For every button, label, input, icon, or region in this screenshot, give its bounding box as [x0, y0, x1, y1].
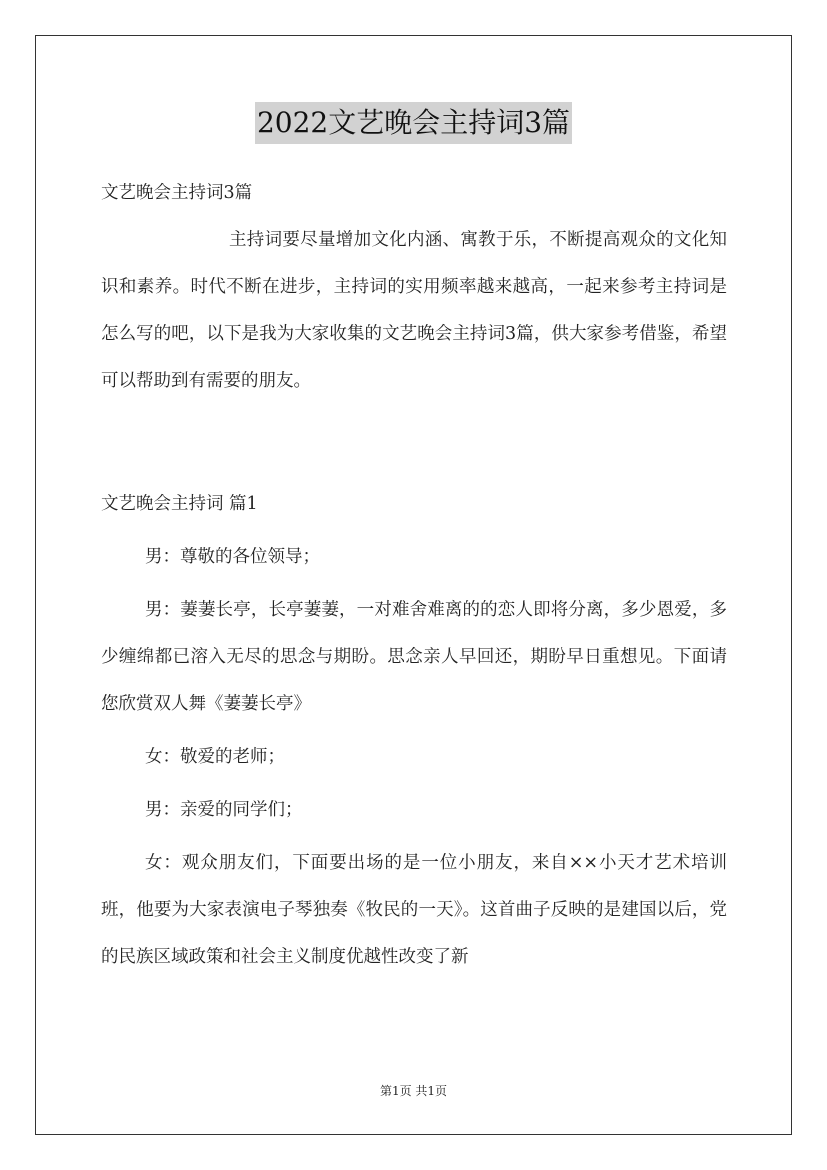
title-container — [0, 102, 827, 144]
paragraph: 女：观众朋友们，下面要出场的是一位小朋友，来自××小天才艺术培训班，他要为大家表演电子琴独奏《牧民的一天》。这首曲子反映的是建国以后，党的民族区域政策和社会主义制度优越性改变了新 — [101, 853, 727, 967]
paragraph: 女：敬爱的老师； — [145, 747, 285, 767]
document-title: 2022文艺晚会主持词3篇 — [255, 102, 572, 144]
paragraph: 男：尊敬的各位领导； — [145, 547, 320, 567]
paragraph: 男：亲爱的同学们； — [145, 800, 303, 820]
document-body — [101, 170, 727, 981]
section-title: 文艺晚会主持词 篇1 — [101, 494, 258, 514]
page-footer: 第1页 共1页 — [379, 1084, 448, 1098]
intro-paragraph: 主持词要尽量增加文化内涵、寓教于乐，不断提高观众的文化知识和素养。时代不断在进步，主持词的实用频率越来越高，一起来参考主持词是怎么写的吧，以下是我为大家收集的文艺晚会主持词3篇，供大家参考借鉴，希望可以帮助到有需要的朋友。 — [101, 230, 727, 391]
paragraph: 男：萋萋长亭，长亭萋萋，一对难舍难离的的恋人即将分离，多少恩爱，多少缠绵都已溶入无尽的思念与期盼。思念亲人早回还，期盼早日重想见。下面请您欣赏双人舞《萋萋长亭》 — [101, 600, 727, 714]
document-subtitle: 文艺晚会主持词3篇 — [101, 183, 253, 203]
